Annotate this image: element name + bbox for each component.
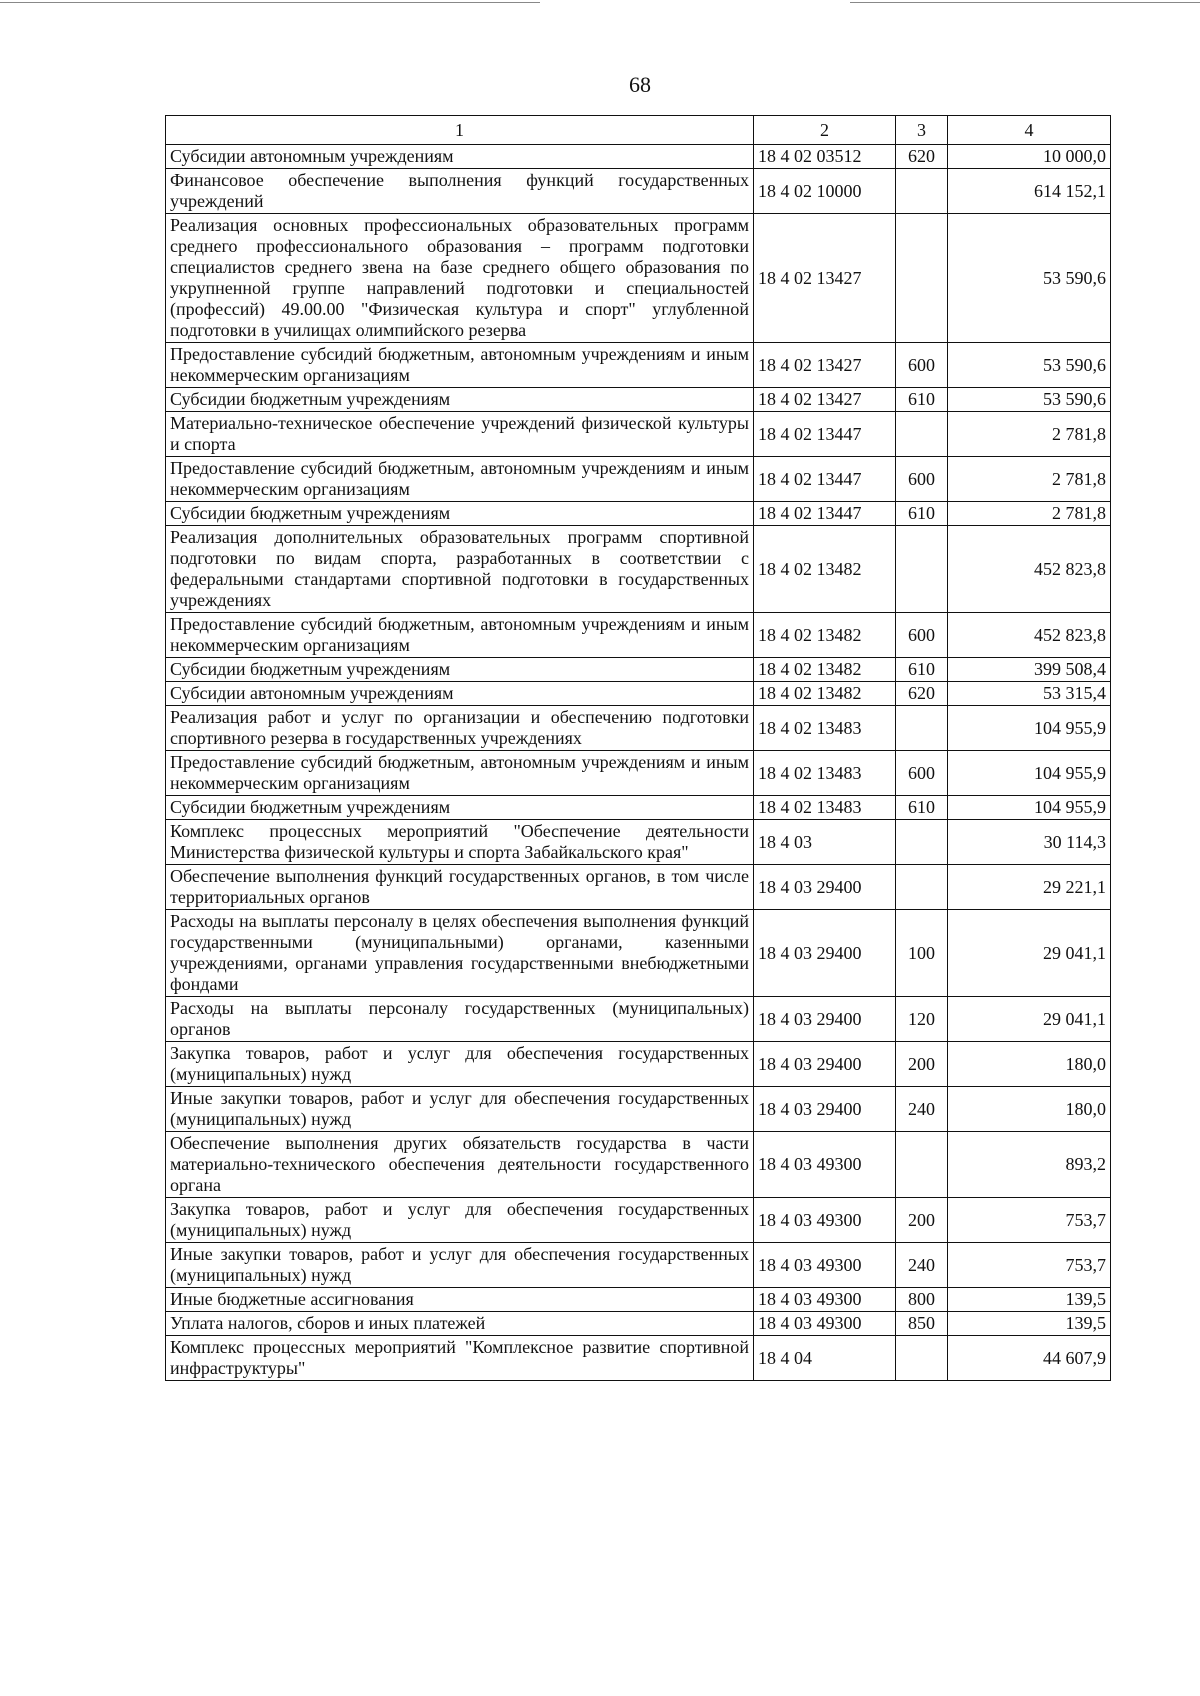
table-row (166, 388, 1111, 412)
row-amount-cell: 753,7 (948, 1243, 1111, 1288)
row-amount-cell: 104 955,9 (948, 706, 1111, 751)
row-name-cell: Закупка товаров, работ и услуг для обеспечения государственных (муниципальных) нужд (166, 1042, 754, 1087)
header-col-2: 2 (754, 116, 896, 145)
row-amount-cell: 29 041,1 (948, 910, 1111, 997)
row-expense-type-cell (896, 169, 948, 214)
row-amount-cell: 104 955,9 (948, 751, 1111, 796)
table-row (166, 145, 1111, 169)
row-amount-cell: 180,0 (948, 1087, 1111, 1132)
table-row (166, 412, 1111, 457)
row-amount-cell: 139,5 (948, 1288, 1111, 1312)
table-row (166, 910, 1111, 997)
row-code-cell: 18 4 02 13483 (754, 706, 896, 751)
row-expense-type-cell: 100 (896, 910, 948, 997)
row-amount-cell: 2 781,8 (948, 502, 1111, 526)
row-expense-type-cell (896, 1132, 948, 1198)
row-name-cell: Обеспечение выполнения функций государственных органов, в том числе территориальных органов (166, 865, 754, 910)
row-amount-cell: 139,5 (948, 1312, 1111, 1336)
row-name-cell: Финансовое обеспечение выполнения функций государственных учреждений (166, 169, 754, 214)
row-expense-type-cell: 200 (896, 1198, 948, 1243)
table-row (166, 526, 1111, 613)
table-row (166, 1087, 1111, 1132)
row-amount-cell: 753,7 (948, 1198, 1111, 1243)
row-amount-cell: 614 152,1 (948, 169, 1111, 214)
row-amount-cell: 104 955,9 (948, 796, 1111, 820)
row-name-cell: Субсидии автономным учреждениям (166, 682, 754, 706)
row-amount-cell: 2 781,8 (948, 412, 1111, 457)
row-expense-type-cell (896, 820, 948, 865)
row-expense-type-cell: 240 (896, 1243, 948, 1288)
row-code-cell: 18 4 03 49300 (754, 1312, 896, 1336)
row-expense-type-cell: 600 (896, 343, 948, 388)
row-amount-cell: 10 000,0 (948, 145, 1111, 169)
row-amount-cell: 399 508,4 (948, 658, 1111, 682)
row-code-cell: 18 4 03 29400 (754, 1042, 896, 1087)
row-name-cell: Иные закупки товаров, работ и услуг для обеспечения государственных (муниципальных) нужд (166, 1087, 754, 1132)
row-name-cell: Субсидии бюджетным учреждениям (166, 388, 754, 412)
row-name-cell: Уплата налогов, сборов и иных платежей (166, 1312, 754, 1336)
row-code-cell: 18 4 03 49300 (754, 1198, 896, 1243)
row-expense-type-cell (896, 526, 948, 613)
row-name-cell: Предоставление субсидий бюджетным, автономным учреждениям и иным некоммерческим организациям (166, 613, 754, 658)
header-row (166, 116, 1111, 145)
row-amount-cell: 893,2 (948, 1132, 1111, 1198)
row-amount-cell: 53 590,6 (948, 388, 1111, 412)
page-number: 68 (629, 72, 651, 97)
row-code-cell: 18 4 03 29400 (754, 910, 896, 997)
row-code-cell: 18 4 03 49300 (754, 1243, 896, 1288)
row-amount-cell: 452 823,8 (948, 526, 1111, 613)
row-name-cell: Реализация дополнительных образовательных программ спортивной подготовки по видам спорта, разработанных в соответствии с федеральными стандартами спортивной подготовки в государственных учреждениях (166, 526, 754, 613)
row-expense-type-cell (896, 214, 948, 343)
row-expense-type-cell: 610 (896, 502, 948, 526)
row-name-cell: Предоставление субсидий бюджетным, автономным учреждениям и иным некоммерческим организациям (166, 751, 754, 796)
row-expense-type-cell: 620 (896, 682, 948, 706)
row-name-cell: Обеспечение выполнения других обязательств государства в части материально-технического обеспечения деятельности государственного органа (166, 1132, 754, 1198)
table-row (166, 682, 1111, 706)
row-amount-cell: 29 221,1 (948, 865, 1111, 910)
row-name-cell: Расходы на выплаты персоналу в целях обеспечения выполнения функций государственными (муниципальными) органами, казенными учреждениями, органами управления государственными внебюджетными фондами (166, 910, 754, 997)
scan-top-line-right (850, 2, 1200, 3)
row-expense-type-cell: 600 (896, 457, 948, 502)
row-expense-type-cell (896, 412, 948, 457)
row-expense-type-cell: 610 (896, 388, 948, 412)
row-code-cell: 18 4 03 29400 (754, 997, 896, 1042)
row-expense-type-cell (896, 865, 948, 910)
row-code-cell: 18 4 02 13447 (754, 412, 896, 457)
row-name-cell: Комплекс процессных мероприятий "Комплексное развитие спортивной инфраструктуры" (166, 1336, 754, 1381)
row-expense-type-cell: 600 (896, 751, 948, 796)
table-row (166, 1336, 1111, 1381)
header-col-1: 1 (166, 116, 754, 145)
row-name-cell: Реализация основных профессиональных образовательных программ среднего профессионального образования – программ подготовки специалистов среднего звена на базе среднего общего образования по укрупненной группе направлений подготовки и специальностей (профессий) 49.00.00 "Физическая культура и спорт" углубленной подготовки в училищах олимпийского резерва (166, 214, 754, 343)
row-expense-type-cell: 800 (896, 1288, 948, 1312)
row-amount-cell: 53 315,4 (948, 682, 1111, 706)
row-name-cell: Закупка товаров, работ и услуг для обеспечения государственных (муниципальных) нужд (166, 1198, 754, 1243)
table-row (166, 796, 1111, 820)
row-code-cell: 18 4 02 13482 (754, 526, 896, 613)
table-row (166, 1198, 1111, 1243)
row-expense-type-cell: 610 (896, 658, 948, 682)
row-code-cell: 18 4 02 13427 (754, 388, 896, 412)
table-row (166, 751, 1111, 796)
row-amount-cell: 2 781,8 (948, 457, 1111, 502)
table-row (166, 343, 1111, 388)
row-expense-type-cell (896, 1336, 948, 1381)
row-name-cell: Иные бюджетные ассигнования (166, 1288, 754, 1312)
row-amount-cell: 452 823,8 (948, 613, 1111, 658)
row-code-cell: 18 4 02 10000 (754, 169, 896, 214)
row-name-cell: Материально-техническое обеспечение учреждений физической культуры и спорта (166, 412, 754, 457)
row-name-cell: Реализация работ и услуг по организации и обеспечению подготовки спортивного резерва в государственных учреждениях (166, 706, 754, 751)
row-amount-cell: 53 590,6 (948, 214, 1111, 343)
row-expense-type-cell: 620 (896, 145, 948, 169)
table-row (166, 1312, 1111, 1336)
row-expense-type-cell (896, 706, 948, 751)
row-code-cell: 18 4 02 13427 (754, 343, 896, 388)
row-code-cell: 18 4 02 13482 (754, 613, 896, 658)
row-code-cell: 18 4 02 13482 (754, 682, 896, 706)
header-col-4: 4 (948, 116, 1111, 145)
header-col-3: 3 (896, 116, 948, 145)
row-code-cell: 18 4 03 49300 (754, 1132, 896, 1198)
row-amount-cell: 44 607,9 (948, 1336, 1111, 1381)
row-code-cell: 18 4 02 03512 (754, 145, 896, 169)
row-expense-type-cell: 240 (896, 1087, 948, 1132)
table-row (166, 658, 1111, 682)
row-code-cell: 18 4 02 13427 (754, 214, 896, 343)
row-expense-type-cell: 850 (896, 1312, 948, 1336)
row-amount-cell: 30 114,3 (948, 820, 1111, 865)
budget-table-container (165, 115, 1110, 1381)
row-name-cell: Предоставление субсидий бюджетным, автономным учреждениям и иным некоммерческим организациям (166, 343, 754, 388)
row-code-cell: 18 4 03 29400 (754, 1087, 896, 1132)
table-row (166, 502, 1111, 526)
row-code-cell: 18 4 03 49300 (754, 1288, 896, 1312)
table-row (166, 1132, 1111, 1198)
row-code-cell: 18 4 02 13447 (754, 457, 896, 502)
table-row (166, 865, 1111, 910)
row-name-cell: Иные закупки товаров, работ и услуг для обеспечения государственных (муниципальных) нужд (166, 1243, 754, 1288)
budget-table (165, 115, 1111, 1381)
table-row (166, 613, 1111, 658)
table-row (166, 1042, 1111, 1087)
row-expense-type-cell: 200 (896, 1042, 948, 1087)
table-row (166, 457, 1111, 502)
row-code-cell: 18 4 02 13483 (754, 751, 896, 796)
table-header (166, 116, 1111, 145)
row-name-cell: Субсидии автономным учреждениям (166, 145, 754, 169)
row-name-cell: Комплекс процессных мероприятий "Обеспечение деятельности Министерства физической культуры и спорта Забайкальского края" (166, 820, 754, 865)
row-code-cell: 18 4 04 (754, 1336, 896, 1381)
row-code-cell: 18 4 03 29400 (754, 865, 896, 910)
table-row (166, 169, 1111, 214)
row-amount-cell: 29 041,1 (948, 997, 1111, 1042)
table-body (166, 145, 1111, 1381)
scan-top-line (0, 2, 540, 3)
table-row (166, 706, 1111, 751)
row-name-cell: Субсидии бюджетным учреждениям (166, 796, 754, 820)
table-row (166, 1243, 1111, 1288)
table-row (166, 997, 1111, 1042)
row-expense-type-cell: 600 (896, 613, 948, 658)
table-row (166, 820, 1111, 865)
row-expense-type-cell: 120 (896, 997, 948, 1042)
row-code-cell: 18 4 03 (754, 820, 896, 865)
table-row (166, 1288, 1111, 1312)
table-row (166, 214, 1111, 343)
row-code-cell: 18 4 02 13483 (754, 796, 896, 820)
row-code-cell: 18 4 02 13447 (754, 502, 896, 526)
row-name-cell: Субсидии бюджетным учреждениям (166, 658, 754, 682)
row-code-cell: 18 4 02 13482 (754, 658, 896, 682)
row-name-cell: Предоставление субсидий бюджетным, автономным учреждениям и иным некоммерческим организациям (166, 457, 754, 502)
row-name-cell: Субсидии бюджетным учреждениям (166, 502, 754, 526)
row-name-cell: Расходы на выплаты персоналу государственных (муниципальных) органов (166, 997, 754, 1042)
row-amount-cell: 53 590,6 (948, 343, 1111, 388)
row-amount-cell: 180,0 (948, 1042, 1111, 1087)
row-expense-type-cell: 610 (896, 796, 948, 820)
